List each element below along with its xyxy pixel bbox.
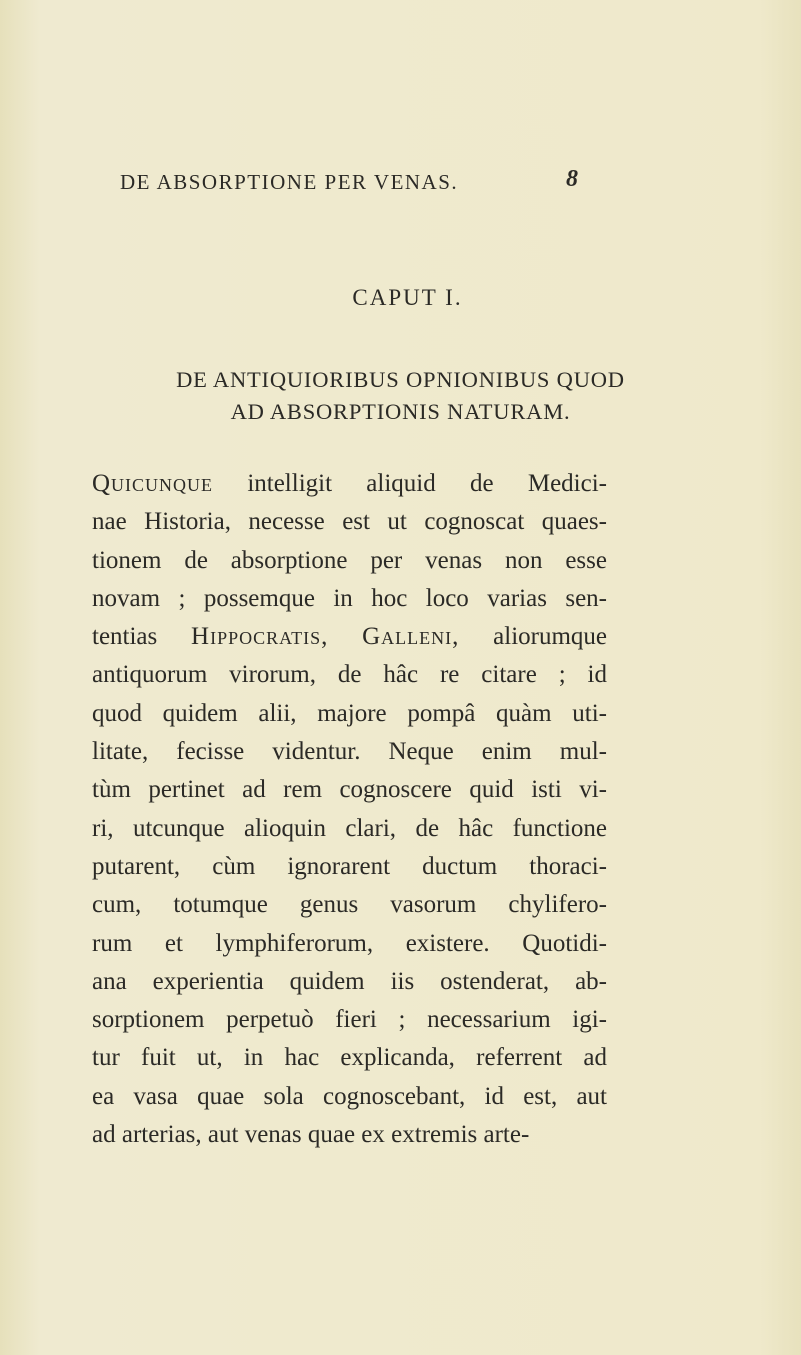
heading-line: DE ANTIQUIORIBUS OPNIONIBUS QUOD [176,367,625,392]
author-name: Hippocratis, [191,623,329,651]
section-heading [0,364,801,428]
paragraph-line [92,465,607,503]
paragraph-line: tionem de absorptione per venas non esse [92,546,607,574]
paragraph-line: tur fuit ut, in hac explicanda, referrent ad [92,1044,607,1072]
paragraph-line: ana experientia quidem iis ostenderat, ab- [92,967,607,995]
paragraph-line: quod quidem alii, majore pompâ quàm uti- [92,699,607,727]
running-head-title: DE ABSORPTIONE PER VENAS. [120,170,459,194]
drop-word: Quicunque [92,470,214,497]
heading-line: AD ABSORPTIONIS NATURAM. [230,399,571,424]
paragraph-line: ad arterias, aut venas quae ex extremis arte- [92,1121,530,1149]
line-text: aliorumque [459,623,608,651]
paragraph-line: putarent, cùm ignorarent ductum thoraci- [92,852,607,880]
paragraph-line: rum et lymphiferorum, existere. Quotidi- [92,929,607,957]
paragraph-line: cum, totumque genus vasorum chylifero- [92,891,607,919]
paragraph-line: sorptionem perpetuò fieri ; necessarium igi- [92,1006,607,1034]
paragraph-line: tùm pertinet ad rem cognoscere quid isti vi- [92,776,607,804]
paragraph-line: nae Historia, necesse est ut cognoscat quaes- [92,508,607,536]
paragraph-line: ri, utcunque alioquin clari, de hâc functione [92,814,607,842]
line-text: intelligit aliquid de Medici- [213,470,607,497]
page-number: 8 [566,166,578,192]
paragraph-line: novam ; possemque in hoc loco varias sen- [92,584,607,612]
paragraph-line: antiquorum virorum, de hâc re citare ; id [92,661,607,689]
chapter-title: CAPUT I. [352,285,463,310]
paragraph-line: tentias Hippocratis, Galleni, aliorumque [92,623,608,651]
paragraph-line: litate, fecisse videntur. Neque enim mul- [92,738,607,766]
body-paragraph [92,465,607,1154]
paragraph-line: ea vasa quae sola cognoscebant, id est, aut [92,1082,607,1110]
author-name: Galleni, [362,623,460,651]
